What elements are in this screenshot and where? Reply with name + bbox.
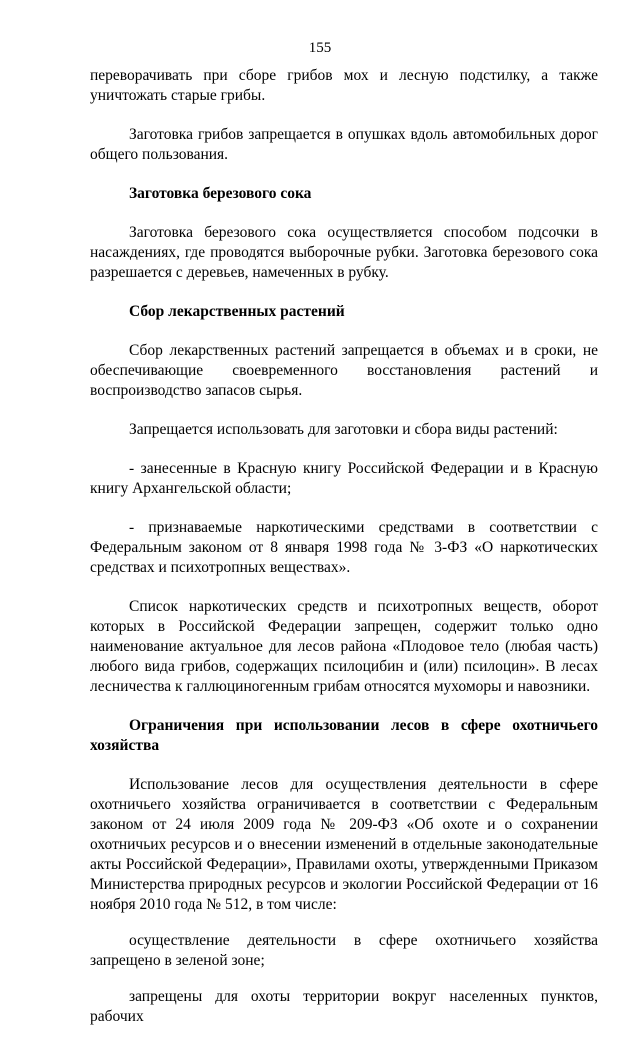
page-number: 155 [308,40,332,56]
paragraph: запрещены для охоты территории вокруг населенных пунктов, рабочих [90,988,598,1025]
paragraph: осуществление деятельности в сфере охотничьего хозяйства запрещено в зеленой зоне; [90,932,598,969]
section-heading: Сбор лекарственных растений [129,303,345,320]
list-item: - занесенные в Красную книгу Российской Федерации и в Красную книгу Архангельской области; [90,460,598,497]
list-item: - признаваемые наркотическими средствами в соответствии с Федеральным законом от 8 января 1998 года № 3-ФЗ «О наркотических средствах и психотропных веществах». [90,519,598,576]
paragraph: Заготовка грибов запрещается в опушках вдоль автомобильных дорог общего пользования. [90,126,598,163]
paragraph: Список наркотических средств и психотропных веществ, оборот которых в Российской Федерации запрещен, содержит только одно наименование актуальное для лесов района «Плодовое тело (любая часть) любого вида грибов, содержащих псилоцибин и (или) псилоцин». В лесах лесничества к галлюциногенным грибам относятся мухоморы и навозники. [90,598,598,695]
paragraph: Заготовка березового сока осуществляется способом подсочки в насаждениях, где проводятся выборочные рубки. Заготовка березового сока разрешается с деревьев, намеченных в рубку. [90,224,598,281]
paragraph: переворачивать при сборе грибов мох и лесную подстилку, а также уничтожать старые грибы. [90,67,598,104]
paragraph: Использование лесов для осуществления деятельности в сфере охотничьего хозяйства ограничивается в соответствии с Федеральным законом от 24 июля 2009 года № 209-ФЗ «Об охоте и о сохранении охотничьих ресурсов и о внесении изменений в отдельные законодательные акты Российской Федерации», Правилами охоты, утвержденными Приказом Министерства природных ресурсов и экологии Российской Федерации от 16 ноября 2010 года № 512, в том числе: [90,776,598,913]
paragraph: Сбор лекарственных растений запрещается в объемах и в сроки, не обеспечивающие своевременного восстановления растений и воспроизводство запасов сырья. [90,342,598,399]
section-heading: Заготовка березового сока [129,185,312,202]
document-body [90,66,598,1046]
section-heading: Ограничения при использовании лесов в сфере охотничьего хозяйства [90,717,598,754]
paragraph: Запрещается использовать для заготовки и сбора виды растений: [129,421,558,438]
